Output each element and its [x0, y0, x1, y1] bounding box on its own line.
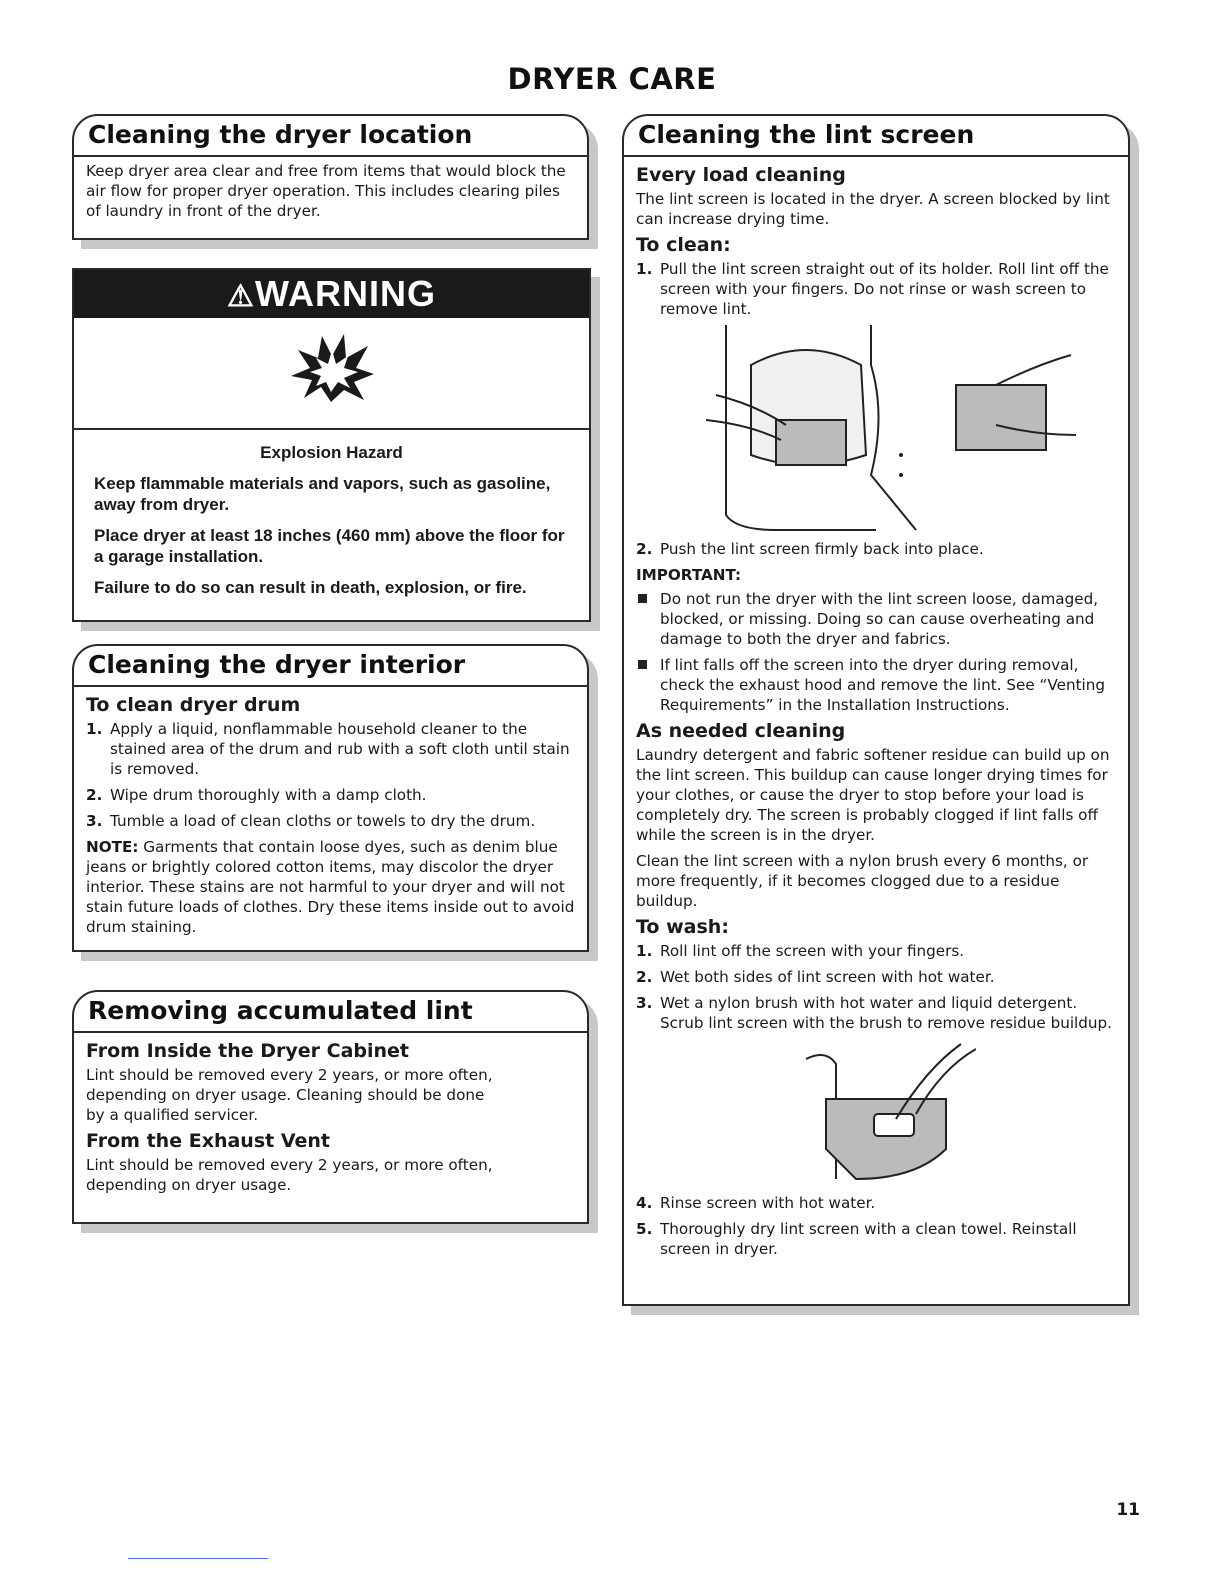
interior-heading: Cleaning the dryer interior: [74, 646, 587, 687]
to-wash-subheading: To wash:: [636, 916, 729, 938]
list-item: 1. Roll lint off the screen with your fingers.: [636, 942, 965, 960]
list-item: 1. Apply a liquid, nonflammable household cleaner to the stained area of the drum and rub with a soft cloth until stain is removed.: [86, 720, 570, 778]
list-item: 2. Wet both sides of lint screen with hot water.: [636, 968, 995, 986]
list-item: 4. Rinse screen with hot water.: [636, 1194, 876, 1212]
page-number: 11: [1116, 1500, 1140, 1520]
lint-screen-washing-illustration: [776, 1039, 976, 1189]
interior-steps: [86, 719, 575, 831]
list-item: If lint falls off the screen into the dryer during removal, check the exhaust hood and remove the lint. See “Venting Requirements” in the Installation Instructions.: [636, 655, 1116, 715]
location-text: Keep dryer area clear and free from items that would block the air flow for proper dryer operation. This includes clearing piles of laundry in front of the dryer.: [86, 162, 566, 220]
page-title: DRYER CARE: [507, 62, 717, 96]
warning-box: [72, 268, 591, 622]
interior-note: NOTE: Garments that contain loose dyes, such as denim blue jeans or brightly colored cotton items, may discolor the dryer interior. These stains are not harmful to your dryer and will not stain future loads of clothes. Dry these items inside out to avoid drum staining.: [86, 838, 575, 936]
as-needed-text-2: Clean the lint screen with a nylon brush every 6 months, or more frequently, if it becomes clogged due to a residue buildup.: [636, 852, 1089, 910]
warning-hazard: Explosion Hazard: [260, 443, 403, 462]
to-clean-subheading: To clean:: [636, 234, 731, 256]
clean-steps: [636, 259, 1116, 319]
lint-screen-removal-illustration: [676, 325, 1076, 535]
warning-banner: [74, 270, 589, 318]
important-label: IMPORTANT:: [636, 566, 742, 584]
as-needed-text-1: Laundry detergent and fabric softener residue can build up on the lint screen. This buildup can cause longer drying times for your clothes, or cause the dryer to stop before your load is completely dry. The screen is probably clogged if lint falls off while the screen is in the dryer.: [636, 746, 1110, 844]
warning-line2: Place dryer at least 18 inches (460 mm) above the floor for a garage installation.: [94, 526, 565, 566]
list-item: 3. Tumble a load of clean cloths or towels to dry the drum.: [86, 812, 536, 830]
list-item: 2. Push the lint screen firmly back into place.: [636, 540, 984, 558]
location-heading: Cleaning the dryer location: [74, 116, 587, 157]
warning-title: WARNING: [254, 273, 436, 314]
cabinet-text: Lint should be removed every 2 years, or more often, depending on dryer usage. Cleaning should be done by a qualified servicer.: [86, 1066, 493, 1124]
warning-line1: Keep flammable materials and vapors, such as gasoline, away from dryer.: [94, 474, 551, 514]
explosion-icon: [286, 332, 376, 412]
lint-removal-heading: Removing accumulated lint: [74, 992, 587, 1033]
lint-screen-heading: Cleaning the lint screen: [624, 116, 1128, 157]
list-item: Do not run the dryer with the lint screen loose, damaged, blocked, or missing. Doing so can cause overheating and damage to both the dryer and fabrics.: [636, 589, 1116, 649]
warning-triangle-icon: ⚠: [227, 280, 255, 313]
warning-line3: Failure to do so can result in death, explosion, or fire.: [94, 578, 527, 597]
vent-subheading: From the Exhaust Vent: [86, 1130, 330, 1152]
important-bullets: [636, 589, 1116, 715]
every-load-text: The lint screen is located in the dryer. A screen blocked by lint can increase drying time.: [636, 190, 1110, 228]
list-item: 3. Wet a nylon brush with hot water and liquid detergent. Scrub lint screen with the brush to remove residue buildup.: [636, 994, 1113, 1032]
clean-step-2: [636, 539, 1116, 559]
lint-screen-section: [622, 114, 1130, 1306]
lint-removal-section: [72, 990, 589, 1224]
list-item: 2. Wipe drum thoroughly with a damp cloth.: [86, 786, 427, 804]
wash-steps: [636, 941, 1116, 1033]
vent-text: Lint should be removed every 2 years, or more often, depending on dryer usage.: [86, 1156, 493, 1194]
list-item: 1. Pull the lint screen straight out of its holder. Roll lint off the screen with your fingers. Do not rinse or wash screen to remove lint.: [636, 260, 1109, 318]
list-item: 5. Thoroughly dry lint screen with a clean towel. Reinstall screen in dryer.: [636, 1220, 1077, 1258]
wash-steps-after: [636, 1193, 1116, 1259]
interior-section: [72, 644, 589, 952]
location-section: [72, 114, 589, 240]
every-load-subheading: Every load cleaning: [636, 164, 846, 186]
footer-rule: [128, 1558, 268, 1559]
interior-subheading: To clean dryer drum: [86, 694, 301, 716]
cabinet-subheading: From Inside the Dryer Cabinet: [86, 1040, 409, 1062]
as-needed-subheading: As needed cleaning: [636, 720, 846, 742]
warning-symbol-area: [74, 318, 589, 430]
